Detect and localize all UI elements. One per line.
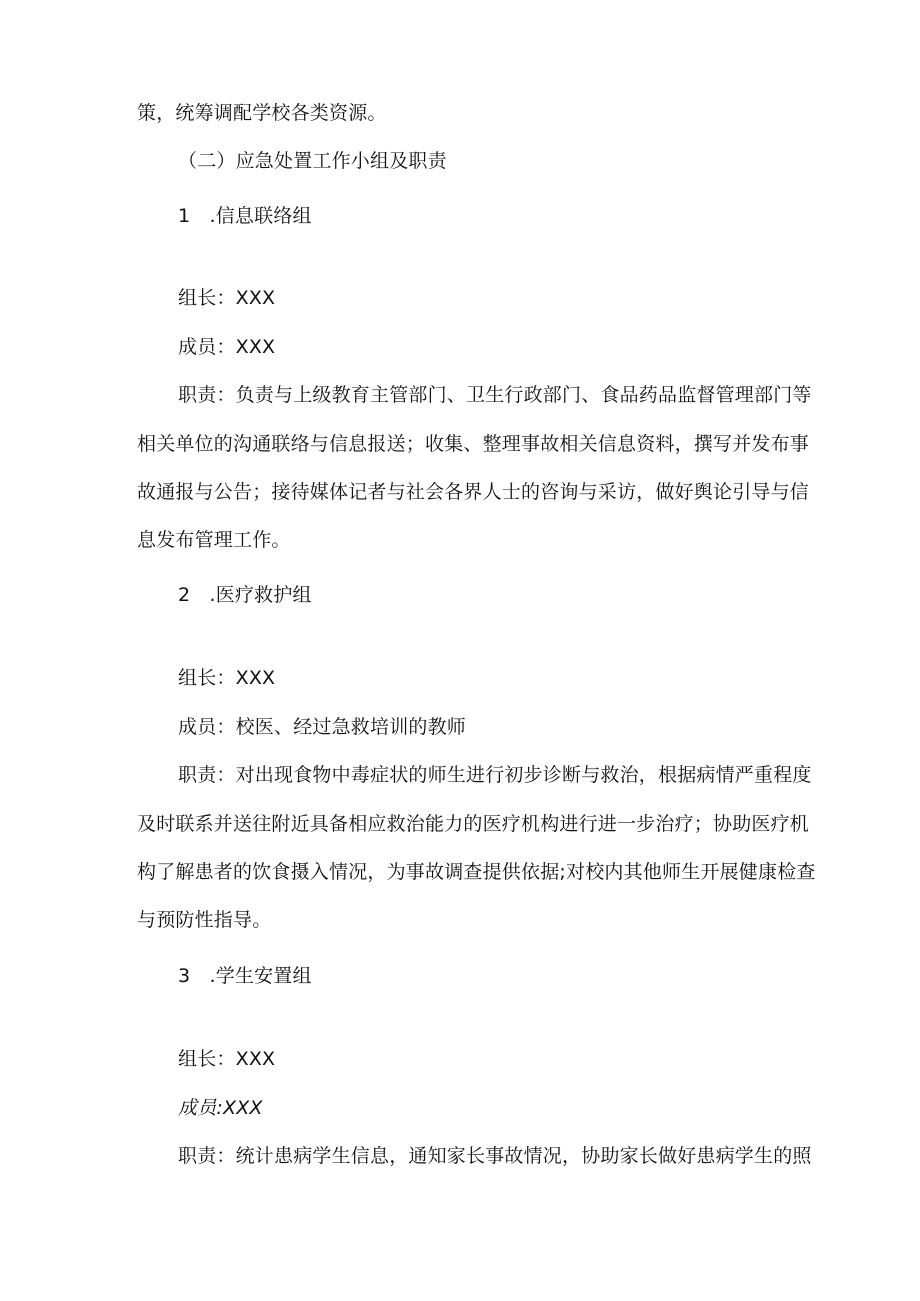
group-leader-medical: 组长：XXX — [178, 667, 276, 689]
duties-line-info-4: 息发布管理工作。 — [137, 529, 291, 551]
group-members-medical: 成员：校医、经过急救培训的教师 — [178, 716, 467, 738]
group-heading-info: 1 .信息联络组 — [178, 205, 312, 227]
duties-line-medical-3: 构了解患者的饮食摄入情况，为事故调查提供依据;对校内其他师生开展健康检查 — [137, 861, 816, 883]
duties-line-medical-2: 及时联系并送往附近具备相应救治能力的医疗机构进行进一步治疗；协助医疗机 — [137, 813, 810, 835]
duties-line-info-2: 相关单位的沟通联络与信息报送；收集、整理事故相关信息资料，撰写并发布事 — [137, 433, 810, 455]
group-leader-students: 组长：XXX — [178, 1048, 276, 1070]
section-heading: （二）应急处置工作小组及职责 — [178, 150, 447, 172]
duties-line-medical-1: 职责：对出现食物中毒症状的师生进行初步诊断与救治，根据病情严重程度 — [178, 764, 812, 786]
group-heading-students: 3 .学生安置组 — [178, 965, 312, 987]
duties-line-medical-4: 与预防性指导。 — [137, 909, 272, 931]
duties-line-students-1: 职责：统计患病学生信息，通知家长事故情况，协助家长做好患病学生的照 — [178, 1145, 812, 1167]
duties-line-info-3: 故通报与公告；接待媒体记者与社会各界人士的咨询与采访，做好舆论引导与信 — [137, 481, 810, 503]
group-heading-medical: 2 .医疗救护组 — [178, 584, 312, 606]
group-members-students: 成员:XXX — [178, 1097, 263, 1119]
group-members-info: 成员：XXX — [178, 336, 276, 358]
group-leader-info: 组长：XXX — [178, 287, 276, 309]
continuation-line: 策，统筹调配学校各类资源。 — [137, 102, 387, 124]
duties-line-info-1: 职责：负责与上级教育主管部门、卫生行政部门、食品药品监督管理部门等 — [178, 384, 812, 406]
